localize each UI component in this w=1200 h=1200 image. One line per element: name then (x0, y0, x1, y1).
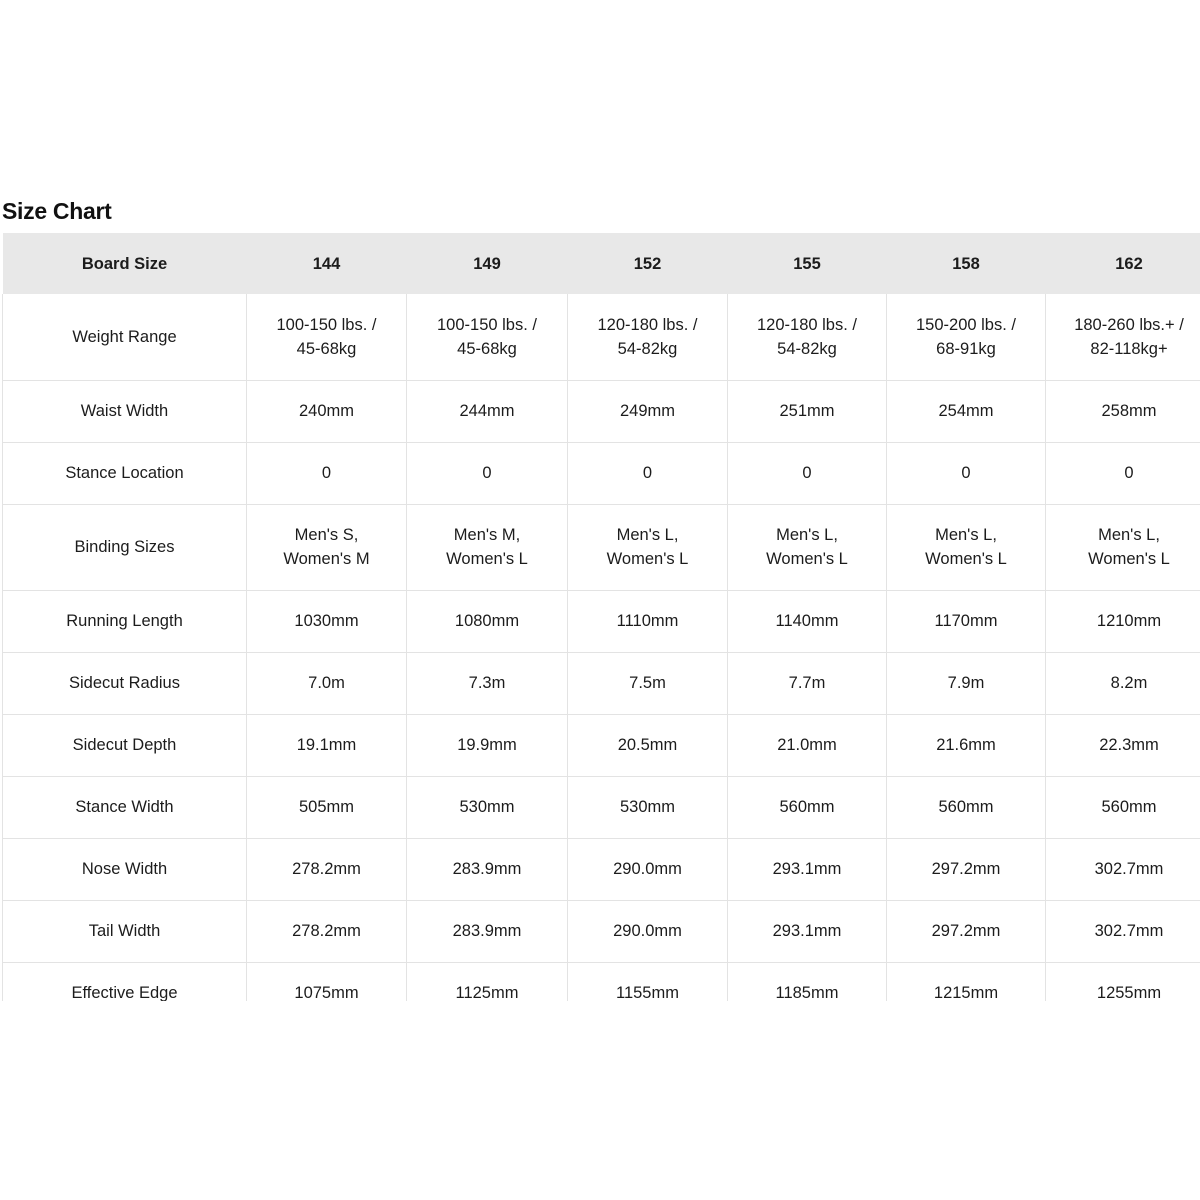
header-size: 158 (887, 233, 1046, 294)
table-cell: 0 (407, 442, 568, 504)
table-cell: 7.5m (568, 652, 728, 714)
table-cell: 278.2mm (247, 838, 407, 900)
table-cell (887, 294, 1046, 380)
table-cell: 0 (887, 442, 1046, 504)
table-cell: 293.1mm (728, 900, 887, 962)
row-label: Effective Edge (3, 962, 247, 1001)
table-cell (568, 294, 728, 380)
table-cell: 297.2mm (887, 900, 1046, 962)
table-cell: 297.2mm (887, 838, 1046, 900)
row-label: Binding Sizes (3, 504, 247, 590)
page-title: Size Chart (2, 198, 112, 224)
table-cell: 7.7m (728, 652, 887, 714)
table-cell: 249mm (568, 380, 728, 442)
table-cell (728, 294, 887, 380)
table-cell: 251mm (728, 380, 887, 442)
cell-line: 100-150 lbs. / (276, 315, 377, 334)
cell-line: 68-91kg (936, 339, 996, 358)
table-cell: 290.0mm (568, 838, 728, 900)
table-cell: 240mm (247, 380, 407, 442)
table-cell: 1155mm (568, 962, 728, 1001)
row-label: Weight Range (3, 294, 247, 380)
table-cell: 505mm (247, 776, 407, 838)
table-cell: 244mm (407, 380, 568, 442)
cell-line: Women's L (766, 550, 848, 568)
table-row (3, 776, 1200, 838)
cell-line: 54-82kg (617, 339, 678, 358)
cell-line: Women's L (925, 550, 1007, 568)
cell-line: Men's L, (1098, 526, 1160, 544)
row-label: Waist Width (3, 380, 247, 442)
table-cell: 0 (247, 442, 407, 504)
table-cell: 302.7mm (1046, 900, 1200, 962)
table-cell: 21.6mm (887, 714, 1046, 776)
row-label: Stance Location (3, 442, 247, 504)
cell-line: Men's S, (294, 526, 359, 544)
cell-line: Women's L (446, 550, 528, 568)
table-cell: 7.3m (407, 652, 568, 714)
table-cell: 283.9mm (407, 900, 568, 962)
header-size: 152 (568, 233, 728, 294)
header-size: 155 (728, 233, 887, 294)
table-row (3, 380, 1200, 442)
table-cell: 19.9mm (407, 714, 568, 776)
header-label: Board Size (3, 233, 247, 294)
table-cell: 0 (728, 442, 887, 504)
cell-line: Women's L (1088, 550, 1170, 568)
table-cell: 560mm (1046, 776, 1200, 838)
table-row (3, 590, 1200, 652)
table-row (3, 504, 1200, 590)
table-cell: 0 (1046, 442, 1200, 504)
table-cell: 21.0mm (728, 714, 887, 776)
table-cell: 7.0m (247, 652, 407, 714)
cell-line: 120-180 lbs. / (757, 315, 857, 334)
cell-line: 45-68kg (296, 339, 357, 358)
cell-line: Men's L, (616, 526, 679, 544)
table-row (3, 294, 1200, 380)
cell-line: 100-150 lbs. / (437, 315, 537, 334)
cell-line: Women's L (606, 550, 689, 568)
table-cell (568, 504, 728, 590)
table-cell (247, 504, 407, 590)
table-cell: 0 (568, 442, 728, 504)
table-cell (407, 294, 568, 380)
cell-line: Men's L, (776, 526, 838, 544)
row-label: Stance Width (3, 776, 247, 838)
table-cell: 278.2mm (247, 900, 407, 962)
row-label: Tail Width (3, 900, 247, 962)
cell-line: 45-68kg (457, 339, 517, 358)
table-cell: 530mm (407, 776, 568, 838)
table-cell: 1140mm (728, 590, 887, 652)
table-cell: 7.9m (887, 652, 1046, 714)
table-cell: 1210mm (1046, 590, 1200, 652)
table-cell: 1030mm (247, 590, 407, 652)
table-row (3, 900, 1200, 962)
table-cell (247, 294, 407, 380)
table-cell (1046, 504, 1200, 590)
table-cell: 1075mm (247, 962, 407, 1001)
cell-line: Women's M (283, 550, 370, 568)
table-cell (887, 504, 1046, 590)
cell-line: 82-118kg+ (1090, 339, 1168, 358)
cell-line: 180-260 lbs.+ / (1074, 315, 1184, 334)
table-cell: 560mm (887, 776, 1046, 838)
table-cell: 20.5mm (568, 714, 728, 776)
size-chart-container (2, 233, 1200, 1001)
header-size: 149 (407, 233, 568, 294)
header-size: 162 (1046, 233, 1200, 294)
cell-line: 150-200 lbs. / (916, 315, 1016, 334)
table-cell (728, 504, 887, 590)
table-cell: 1170mm (887, 590, 1046, 652)
table-row (3, 838, 1200, 900)
table-cell: 8.2m (1046, 652, 1200, 714)
cell-line: 120-180 lbs. / (597, 315, 698, 334)
table-cell: 293.1mm (728, 838, 887, 900)
table-cell: 1125mm (407, 962, 568, 1001)
table-cell: 283.9mm (407, 838, 568, 900)
header-row (3, 233, 1200, 294)
table-row (3, 442, 1200, 504)
table-cell: 530mm (568, 776, 728, 838)
table-cell: 254mm (887, 380, 1046, 442)
row-label: Sidecut Radius (3, 652, 247, 714)
table-row (3, 652, 1200, 714)
row-label: Nose Width (3, 838, 247, 900)
table-cell: 258mm (1046, 380, 1200, 442)
table-cell: 1215mm (887, 962, 1046, 1001)
table-cell: 1110mm (568, 590, 728, 652)
table-row (3, 714, 1200, 776)
table-cell: 22.3mm (1046, 714, 1200, 776)
table-cell: 19.1mm (247, 714, 407, 776)
table-cell: 1185mm (728, 962, 887, 1001)
table-row (3, 962, 1200, 1001)
table-cell: 1080mm (407, 590, 568, 652)
table-cell: 302.7mm (1046, 838, 1200, 900)
cell-line: Men's M, (453, 526, 521, 544)
cell-line: 54-82kg (777, 339, 837, 358)
table-cell (1046, 294, 1200, 380)
table-cell: 290.0mm (568, 900, 728, 962)
row-label: Sidecut Depth (3, 714, 247, 776)
table-body (3, 294, 1200, 1001)
table-cell: 560mm (728, 776, 887, 838)
header-size: 144 (247, 233, 407, 294)
table-cell: 1255mm (1046, 962, 1200, 1001)
row-label: Running Length (3, 590, 247, 652)
table-cell (407, 504, 568, 590)
size-chart-table (2, 233, 1200, 1001)
cell-line: Men's L, (935, 526, 997, 544)
